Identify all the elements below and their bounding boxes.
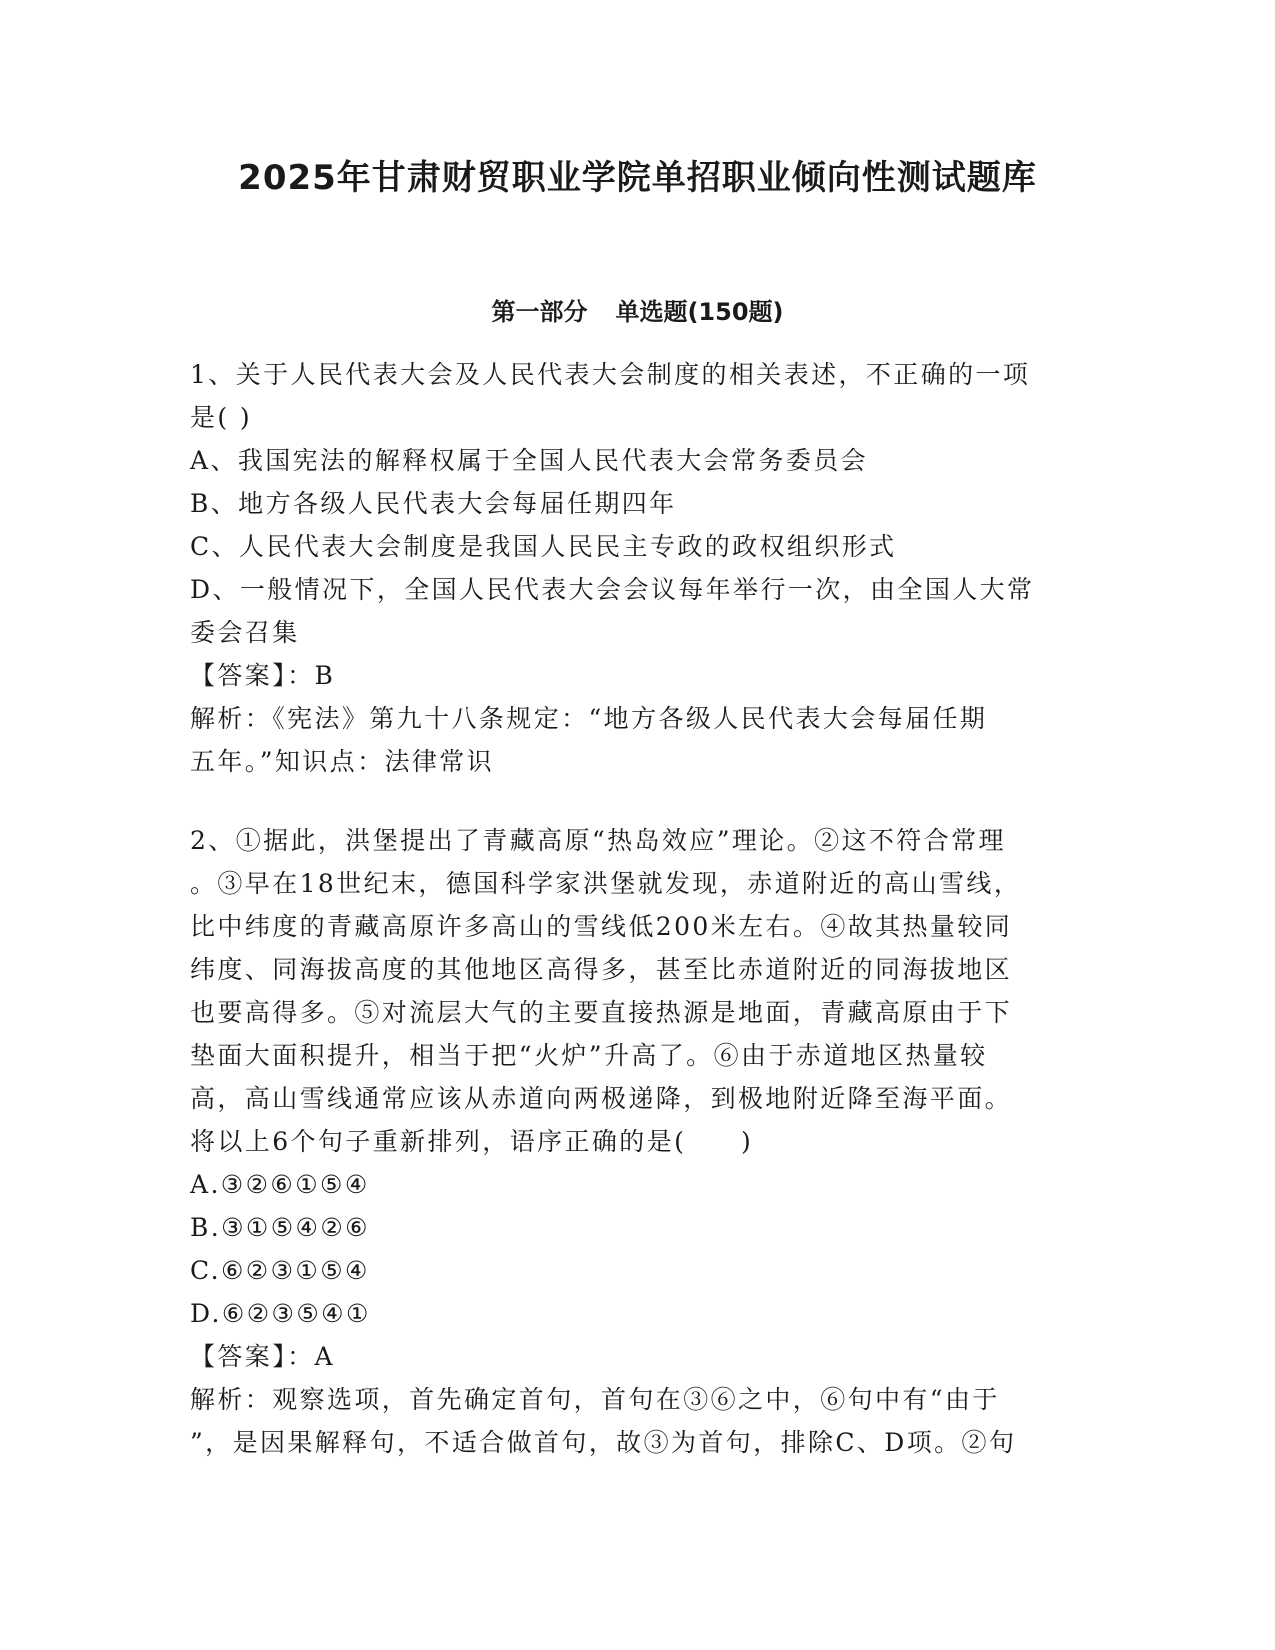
question-2-option-d: D.⑥②③⑤④① [190,1299,371,1328]
question-2-line: 也要高得多。⑤对流层大气的主要直接热源是地面，青藏高原由于下 [190,998,1013,1027]
question-2-line: 高，高山雪线通常应该从赤道向两极递降，到极地附近降至海平面。 [190,1084,1013,1113]
question-1-option-c: C、人民代表大会制度是我国人民民主专政的政权组织形式 [190,532,897,561]
question-2-analysis-cont: ”，是因果解释句，不适合做首句，故③为首句，排除C、D项。②句 [190,1428,1017,1457]
question-2-line: 。③早在18世纪末，德国科学家洪堡就发现，赤道附近的高山雪线， [190,869,1022,898]
question-1-analysis-cont: 五年。”知识点：法律常识 [190,747,495,776]
question-2-line: 垫面大面积提升，相当于把“火炉”升高了。⑥由于赤道地区热量较 [190,1041,988,1070]
question-1-line: 是( ) [190,403,253,432]
document-body [190,353,1080,1464]
question-1-option-a: A、我国宪法的解释权属于全国人民代表大会常务委员会 [190,446,869,475]
question-1 [190,353,1080,783]
question-2-option-c: C.⑥②③①⑤④ [190,1256,370,1285]
question-2-answer: 【答案】：A [190,1342,335,1371]
question-1-answer: 【答案】：B [190,661,336,690]
question-2-line: 2、①据此，洪堡提出了青藏高原“热岛效应”理论。②这不符合常理 [190,826,1006,855]
question-1-analysis: 解析：《宪法》第九十八条规定：“地方各级人民代表大会每届任期 [190,704,988,733]
question-2-analysis: 解析：观察选项，首先确定首句，首句在③⑥之中，⑥句中有“由于 [190,1385,1000,1414]
section-name: 单选题(150题) [615,298,784,326]
question-1-option-d-cont: 委会召集 [190,618,300,647]
question-2-option-b: B.③①⑤④②⑥ [190,1213,370,1242]
question-1-option-d: D、一般情况下，全国人民代表大会会议每年举行一次，由全国人大常 [190,575,1035,604]
question-2-prompt: 将以上6个句子重新排列，语序正确的是( ) [190,1127,754,1156]
question-2-line: 纬度、同海拔高度的其他地区高得多，甚至比赤道附近的同海拔地区 [190,955,1013,984]
document-title: 2025年甘肃财贸职业学院单招职业倾向性测试题库 [238,158,1037,198]
section-title [0,292,1275,327]
question-1-line: 1、关于人民代表大会及人民代表大会制度的相关表述，不正确的一项 [190,360,1031,389]
question-2 [190,819,1080,1464]
question-1-option-b: B、地方各级人民代表大会每届任期四年 [190,489,677,518]
question-2-line: 比中纬度的青藏高原许多高山的雪线低200米左右。④故其热量较同 [190,912,1013,941]
section-part: 第一部分 [491,298,588,326]
question-2-option-a: A.③②⑥①⑤④ [190,1170,370,1199]
